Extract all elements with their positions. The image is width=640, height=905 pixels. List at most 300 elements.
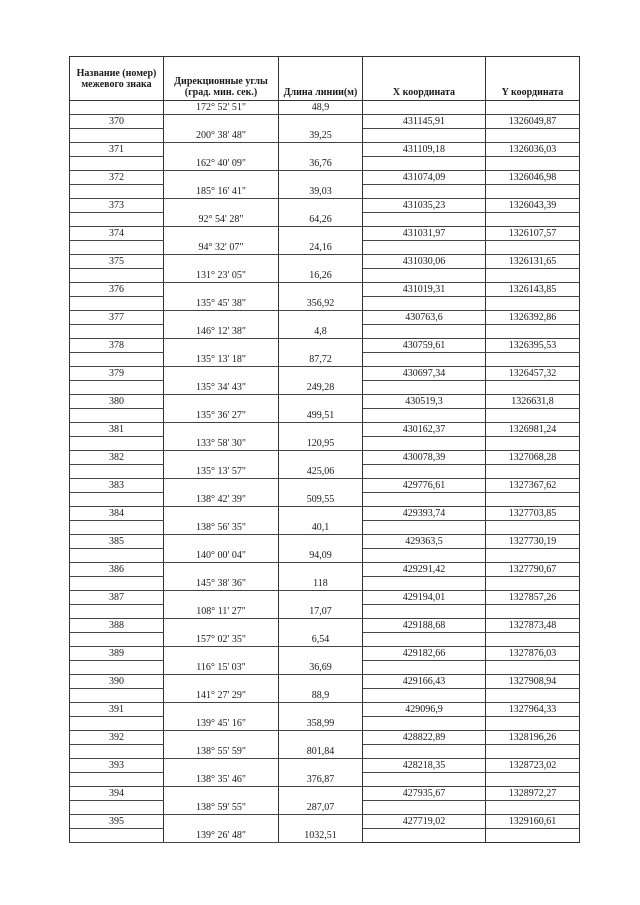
y-coordinate-cell: 1327857,26	[486, 591, 580, 605]
point-name-cell: 373	[70, 199, 164, 213]
x-coordinate-cell	[363, 717, 486, 731]
x-coordinate-cell	[363, 689, 486, 703]
x-coordinate-cell: 430759,61	[363, 339, 486, 353]
direction-angle-cell: 145° 38' 36"	[164, 577, 279, 591]
segment-row	[70, 605, 580, 619]
point-row	[70, 311, 580, 325]
line-length-cell: 24,16	[279, 241, 363, 255]
x-coordinate-cell	[363, 185, 486, 199]
segment-row	[70, 101, 580, 115]
y-coordinate-cell	[486, 521, 580, 535]
point-row	[70, 479, 580, 493]
y-coordinate-cell: 1328972,27	[486, 787, 580, 801]
point-row	[70, 339, 580, 353]
header-direction-angle: Дирекционные углы (град. мин. сек.)	[164, 57, 279, 101]
direction-angle-cell	[164, 143, 279, 157]
x-coordinate-cell: 429393,74	[363, 507, 486, 521]
point-name-cell: 390	[70, 675, 164, 689]
direction-angle-cell: 116° 15' 03"	[164, 661, 279, 675]
point-name-cell: 374	[70, 227, 164, 241]
y-coordinate-cell: 1329160,61	[486, 815, 580, 829]
point-name-cell: 380	[70, 395, 164, 409]
y-coordinate-cell	[486, 689, 580, 703]
x-coordinate-cell	[363, 241, 486, 255]
y-coordinate-cell: 1326457,32	[486, 367, 580, 381]
point-name-cell	[70, 297, 164, 311]
table-body	[70, 101, 580, 843]
x-coordinate-cell	[363, 661, 486, 675]
header-point-name: Название (номер) межевого знака	[70, 57, 164, 101]
line-length-cell	[279, 283, 363, 297]
line-length-cell: 6,54	[279, 633, 363, 647]
line-length-cell	[279, 227, 363, 241]
y-coordinate-cell: 1327068,28	[486, 451, 580, 465]
y-coordinate-cell	[486, 381, 580, 395]
segment-row	[70, 465, 580, 479]
segment-row	[70, 213, 580, 227]
point-row	[70, 199, 580, 213]
x-coordinate-cell	[363, 773, 486, 787]
segment-row	[70, 353, 580, 367]
line-length-cell	[279, 199, 363, 213]
point-name-cell	[70, 241, 164, 255]
point-name-cell	[70, 549, 164, 563]
y-coordinate-cell	[486, 101, 580, 115]
segment-row	[70, 829, 580, 843]
direction-angle-cell: 139° 45' 16"	[164, 717, 279, 731]
x-coordinate-cell: 430519,3	[363, 395, 486, 409]
segment-row	[70, 493, 580, 507]
direction-angle-cell: 138° 55' 59"	[164, 745, 279, 759]
x-coordinate-cell: 429291,42	[363, 563, 486, 577]
x-coordinate-cell	[363, 325, 486, 339]
point-row	[70, 367, 580, 381]
point-name-cell	[70, 689, 164, 703]
header-row	[70, 57, 580, 101]
line-length-cell: 358,99	[279, 717, 363, 731]
point-name-cell	[70, 801, 164, 815]
segment-row	[70, 745, 580, 759]
direction-angle-cell	[164, 535, 279, 549]
direction-angle-cell: 200° 38' 48"	[164, 129, 279, 143]
direction-angle-cell: 172° 52' 51"	[164, 101, 279, 115]
point-name-cell	[70, 829, 164, 843]
point-name-cell: 385	[70, 535, 164, 549]
coordinates-table	[69, 56, 580, 843]
direction-angle-cell	[164, 479, 279, 493]
line-length-cell	[279, 115, 363, 129]
y-coordinate-cell: 1327876,03	[486, 647, 580, 661]
direction-angle-cell	[164, 647, 279, 661]
y-coordinate-cell	[486, 549, 580, 563]
direction-angle-cell	[164, 815, 279, 829]
point-name-cell: 391	[70, 703, 164, 717]
x-coordinate-cell: 428218,35	[363, 759, 486, 773]
direction-angle-cell: 146° 12' 38"	[164, 325, 279, 339]
direction-angle-cell: 162° 40' 09"	[164, 157, 279, 171]
point-name-cell: 371	[70, 143, 164, 157]
point-row	[70, 563, 580, 577]
point-name-cell	[70, 633, 164, 647]
point-row	[70, 283, 580, 297]
point-row	[70, 255, 580, 269]
x-coordinate-cell: 431019,31	[363, 283, 486, 297]
direction-angle-cell: 133° 58' 30"	[164, 437, 279, 451]
direction-angle-cell	[164, 311, 279, 325]
point-name-cell	[70, 157, 164, 171]
direction-angle-cell: 157° 02' 35"	[164, 633, 279, 647]
segment-row	[70, 157, 580, 171]
line-length-cell: 376,87	[279, 773, 363, 787]
y-coordinate-cell: 1326131,65	[486, 255, 580, 269]
y-coordinate-cell: 1327908,94	[486, 675, 580, 689]
line-length-cell: 36,69	[279, 661, 363, 675]
point-row	[70, 451, 580, 465]
line-length-cell	[279, 143, 363, 157]
line-length-cell: 87,72	[279, 353, 363, 367]
y-coordinate-cell: 1326395,53	[486, 339, 580, 353]
x-coordinate-cell	[363, 381, 486, 395]
direction-angle-cell	[164, 759, 279, 773]
point-name-cell	[70, 661, 164, 675]
point-row	[70, 731, 580, 745]
point-name-cell: 375	[70, 255, 164, 269]
point-name-cell	[70, 745, 164, 759]
y-coordinate-cell	[486, 325, 580, 339]
line-length-cell: 88,9	[279, 689, 363, 703]
direction-angle-cell: 135° 36' 27"	[164, 409, 279, 423]
line-length-cell: 249,28	[279, 381, 363, 395]
y-coordinate-cell	[486, 213, 580, 227]
point-row	[70, 423, 580, 437]
x-coordinate-cell: 427719,02	[363, 815, 486, 829]
x-coordinate-cell: 429194,01	[363, 591, 486, 605]
segment-row	[70, 269, 580, 283]
line-length-cell: 1032,51	[279, 829, 363, 843]
line-length-cell	[279, 647, 363, 661]
y-coordinate-cell: 1327790,67	[486, 563, 580, 577]
y-coordinate-cell	[486, 773, 580, 787]
point-row	[70, 591, 580, 605]
direction-angle-cell: 135° 34' 43"	[164, 381, 279, 395]
y-coordinate-cell: 1327703,85	[486, 507, 580, 521]
x-coordinate-cell: 429182,66	[363, 647, 486, 661]
point-name-cell: 383	[70, 479, 164, 493]
point-name-cell: 387	[70, 591, 164, 605]
point-name-cell	[70, 101, 164, 115]
x-coordinate-cell	[363, 549, 486, 563]
point-row	[70, 171, 580, 185]
y-coordinate-cell	[486, 353, 580, 367]
y-coordinate-cell: 1326049,87	[486, 115, 580, 129]
point-name-cell	[70, 185, 164, 199]
point-row	[70, 759, 580, 773]
x-coordinate-cell	[363, 437, 486, 451]
line-length-cell	[279, 451, 363, 465]
table-header	[70, 57, 580, 101]
line-length-cell: 120,95	[279, 437, 363, 451]
point-name-cell: 370	[70, 115, 164, 129]
y-coordinate-cell: 1326036,03	[486, 143, 580, 157]
line-length-cell: 499,51	[279, 409, 363, 423]
y-coordinate-cell: 1326043,39	[486, 199, 580, 213]
x-coordinate-cell	[363, 409, 486, 423]
x-coordinate-cell	[363, 521, 486, 535]
y-coordinate-cell	[486, 577, 580, 591]
line-length-cell: 356,92	[279, 297, 363, 311]
segment-row	[70, 521, 580, 535]
point-row	[70, 535, 580, 549]
point-name-cell	[70, 773, 164, 787]
x-coordinate-cell	[363, 269, 486, 283]
y-coordinate-cell	[486, 661, 580, 675]
y-coordinate-cell	[486, 241, 580, 255]
x-coordinate-cell: 429363,5	[363, 535, 486, 549]
y-coordinate-cell	[486, 605, 580, 619]
point-name-cell: 395	[70, 815, 164, 829]
segment-row	[70, 409, 580, 423]
direction-angle-cell: 135° 13' 57"	[164, 465, 279, 479]
direction-angle-cell	[164, 171, 279, 185]
point-name-cell	[70, 325, 164, 339]
x-coordinate-cell	[363, 353, 486, 367]
y-coordinate-cell: 1326392,86	[486, 311, 580, 325]
x-coordinate-cell: 431145,91	[363, 115, 486, 129]
direction-angle-cell: 94° 32' 07"	[164, 241, 279, 255]
direction-angle-cell	[164, 619, 279, 633]
segment-row	[70, 185, 580, 199]
segment-row	[70, 325, 580, 339]
point-name-cell	[70, 381, 164, 395]
direction-angle-cell	[164, 563, 279, 577]
segment-row	[70, 801, 580, 815]
y-coordinate-cell: 1328196,26	[486, 731, 580, 745]
point-name-cell: 379	[70, 367, 164, 381]
point-name-cell: 384	[70, 507, 164, 521]
segment-row	[70, 633, 580, 647]
segment-row	[70, 661, 580, 675]
point-row	[70, 619, 580, 633]
direction-angle-cell: 92° 54' 28"	[164, 213, 279, 227]
header-line-length: Длина линии(м)	[279, 57, 363, 101]
x-coordinate-cell	[363, 297, 486, 311]
point-row	[70, 703, 580, 717]
line-length-cell	[279, 479, 363, 493]
x-coordinate-cell: 430078,39	[363, 451, 486, 465]
point-name-cell	[70, 465, 164, 479]
direction-angle-cell	[164, 675, 279, 689]
line-length-cell: 801,84	[279, 745, 363, 759]
segment-row	[70, 689, 580, 703]
line-length-cell	[279, 367, 363, 381]
point-name-cell: 372	[70, 171, 164, 185]
segment-row	[70, 129, 580, 143]
point-name-cell	[70, 717, 164, 731]
x-coordinate-cell: 431035,23	[363, 199, 486, 213]
y-coordinate-cell: 1326143,85	[486, 283, 580, 297]
x-coordinate-cell: 429096,9	[363, 703, 486, 717]
direction-angle-cell: 138° 35' 46"	[164, 773, 279, 787]
line-length-cell: 40,1	[279, 521, 363, 535]
x-coordinate-cell	[363, 801, 486, 815]
y-coordinate-cell	[486, 437, 580, 451]
direction-angle-cell: 138° 42' 39"	[164, 493, 279, 507]
x-coordinate-cell	[363, 633, 486, 647]
point-name-cell	[70, 353, 164, 367]
x-coordinate-cell: 431074,09	[363, 171, 486, 185]
y-coordinate-cell	[486, 829, 580, 843]
point-name-cell	[70, 409, 164, 423]
point-row	[70, 815, 580, 829]
direction-angle-cell	[164, 731, 279, 745]
point-row	[70, 143, 580, 157]
x-coordinate-cell	[363, 745, 486, 759]
line-length-cell	[279, 507, 363, 521]
line-length-cell	[279, 787, 363, 801]
x-coordinate-cell	[363, 577, 486, 591]
line-length-cell	[279, 675, 363, 689]
line-length-cell: 64,26	[279, 213, 363, 227]
direction-angle-cell: 138° 56' 35"	[164, 521, 279, 535]
point-name-cell: 377	[70, 311, 164, 325]
line-length-cell	[279, 759, 363, 773]
y-coordinate-cell	[486, 297, 580, 311]
line-length-cell	[279, 619, 363, 633]
x-coordinate-cell: 430697,34	[363, 367, 486, 381]
y-coordinate-cell: 1327964,33	[486, 703, 580, 717]
y-coordinate-cell: 1327367,62	[486, 479, 580, 493]
point-name-cell	[70, 521, 164, 535]
line-length-cell	[279, 395, 363, 409]
direction-angle-cell: 135° 45' 38"	[164, 297, 279, 311]
header-x-coordinate: X координата	[363, 57, 486, 101]
point-row	[70, 115, 580, 129]
direction-angle-cell: 185° 16' 41"	[164, 185, 279, 199]
y-coordinate-cell	[486, 493, 580, 507]
y-coordinate-cell	[486, 801, 580, 815]
header-y-coordinate: Y координата	[486, 57, 580, 101]
direction-angle-cell	[164, 507, 279, 521]
direction-angle-cell: 141° 27' 29"	[164, 689, 279, 703]
line-length-cell	[279, 731, 363, 745]
x-coordinate-cell: 429166,43	[363, 675, 486, 689]
point-name-cell: 393	[70, 759, 164, 773]
point-row	[70, 395, 580, 409]
segment-row	[70, 773, 580, 787]
direction-angle-cell	[164, 367, 279, 381]
x-coordinate-cell: 428822,89	[363, 731, 486, 745]
x-coordinate-cell: 431031,97	[363, 227, 486, 241]
x-coordinate-cell: 430162,37	[363, 423, 486, 437]
point-name-cell: 386	[70, 563, 164, 577]
direction-angle-cell	[164, 199, 279, 213]
direction-angle-cell	[164, 395, 279, 409]
point-name-cell: 381	[70, 423, 164, 437]
point-row	[70, 675, 580, 689]
direction-angle-cell	[164, 703, 279, 717]
point-name-cell: 382	[70, 451, 164, 465]
line-length-cell: 48,9	[279, 101, 363, 115]
point-name-cell	[70, 129, 164, 143]
segment-row	[70, 549, 580, 563]
point-name-cell	[70, 577, 164, 591]
x-coordinate-cell	[363, 465, 486, 479]
y-coordinate-cell: 1326981,24	[486, 423, 580, 437]
segment-row	[70, 297, 580, 311]
point-name-cell: 378	[70, 339, 164, 353]
point-row	[70, 227, 580, 241]
segment-row	[70, 577, 580, 591]
x-coordinate-cell	[363, 157, 486, 171]
x-coordinate-cell: 431030,06	[363, 255, 486, 269]
line-length-cell: 39,25	[279, 129, 363, 143]
line-length-cell: 39,03	[279, 185, 363, 199]
point-name-cell: 392	[70, 731, 164, 745]
line-length-cell	[279, 703, 363, 717]
segment-row	[70, 717, 580, 731]
line-length-cell: 118	[279, 577, 363, 591]
x-coordinate-cell	[363, 493, 486, 507]
y-coordinate-cell	[486, 185, 580, 199]
point-name-cell: 388	[70, 619, 164, 633]
line-length-cell	[279, 339, 363, 353]
point-name-cell	[70, 269, 164, 283]
y-coordinate-cell: 1327873,48	[486, 619, 580, 633]
y-coordinate-cell: 1326107,57	[486, 227, 580, 241]
line-length-cell: 425,06	[279, 465, 363, 479]
point-name-cell	[70, 437, 164, 451]
line-length-cell: 287,07	[279, 801, 363, 815]
line-length-cell: 17,07	[279, 605, 363, 619]
direction-angle-cell	[164, 283, 279, 297]
segment-row	[70, 381, 580, 395]
segment-row	[70, 437, 580, 451]
boundary-coordinates-sheet	[69, 56, 579, 843]
line-length-cell: 16,26	[279, 269, 363, 283]
y-coordinate-cell: 1326046,98	[486, 171, 580, 185]
segment-row	[70, 241, 580, 255]
y-coordinate-cell: 1327730,19	[486, 535, 580, 549]
line-length-cell	[279, 423, 363, 437]
direction-angle-cell	[164, 451, 279, 465]
direction-angle-cell	[164, 423, 279, 437]
direction-angle-cell: 108° 11' 27"	[164, 605, 279, 619]
x-coordinate-cell	[363, 829, 486, 843]
line-length-cell	[279, 563, 363, 577]
y-coordinate-cell	[486, 269, 580, 283]
direction-angle-cell: 140° 00' 04"	[164, 549, 279, 563]
direction-angle-cell: 138° 59' 55"	[164, 801, 279, 815]
direction-angle-cell	[164, 787, 279, 801]
point-name-cell	[70, 493, 164, 507]
y-coordinate-cell	[486, 465, 580, 479]
y-coordinate-cell	[486, 409, 580, 423]
y-coordinate-cell: 1326631,8	[486, 395, 580, 409]
point-name-cell: 389	[70, 647, 164, 661]
x-coordinate-cell	[363, 213, 486, 227]
point-name-cell	[70, 605, 164, 619]
y-coordinate-cell	[486, 745, 580, 759]
direction-angle-cell	[164, 591, 279, 605]
line-length-cell: 94,09	[279, 549, 363, 563]
direction-angle-cell	[164, 339, 279, 353]
line-length-cell	[279, 591, 363, 605]
x-coordinate-cell	[363, 129, 486, 143]
x-coordinate-cell: 430763,6	[363, 311, 486, 325]
point-name-cell: 394	[70, 787, 164, 801]
direction-angle-cell: 139° 26' 48"	[164, 829, 279, 843]
direction-angle-cell	[164, 255, 279, 269]
